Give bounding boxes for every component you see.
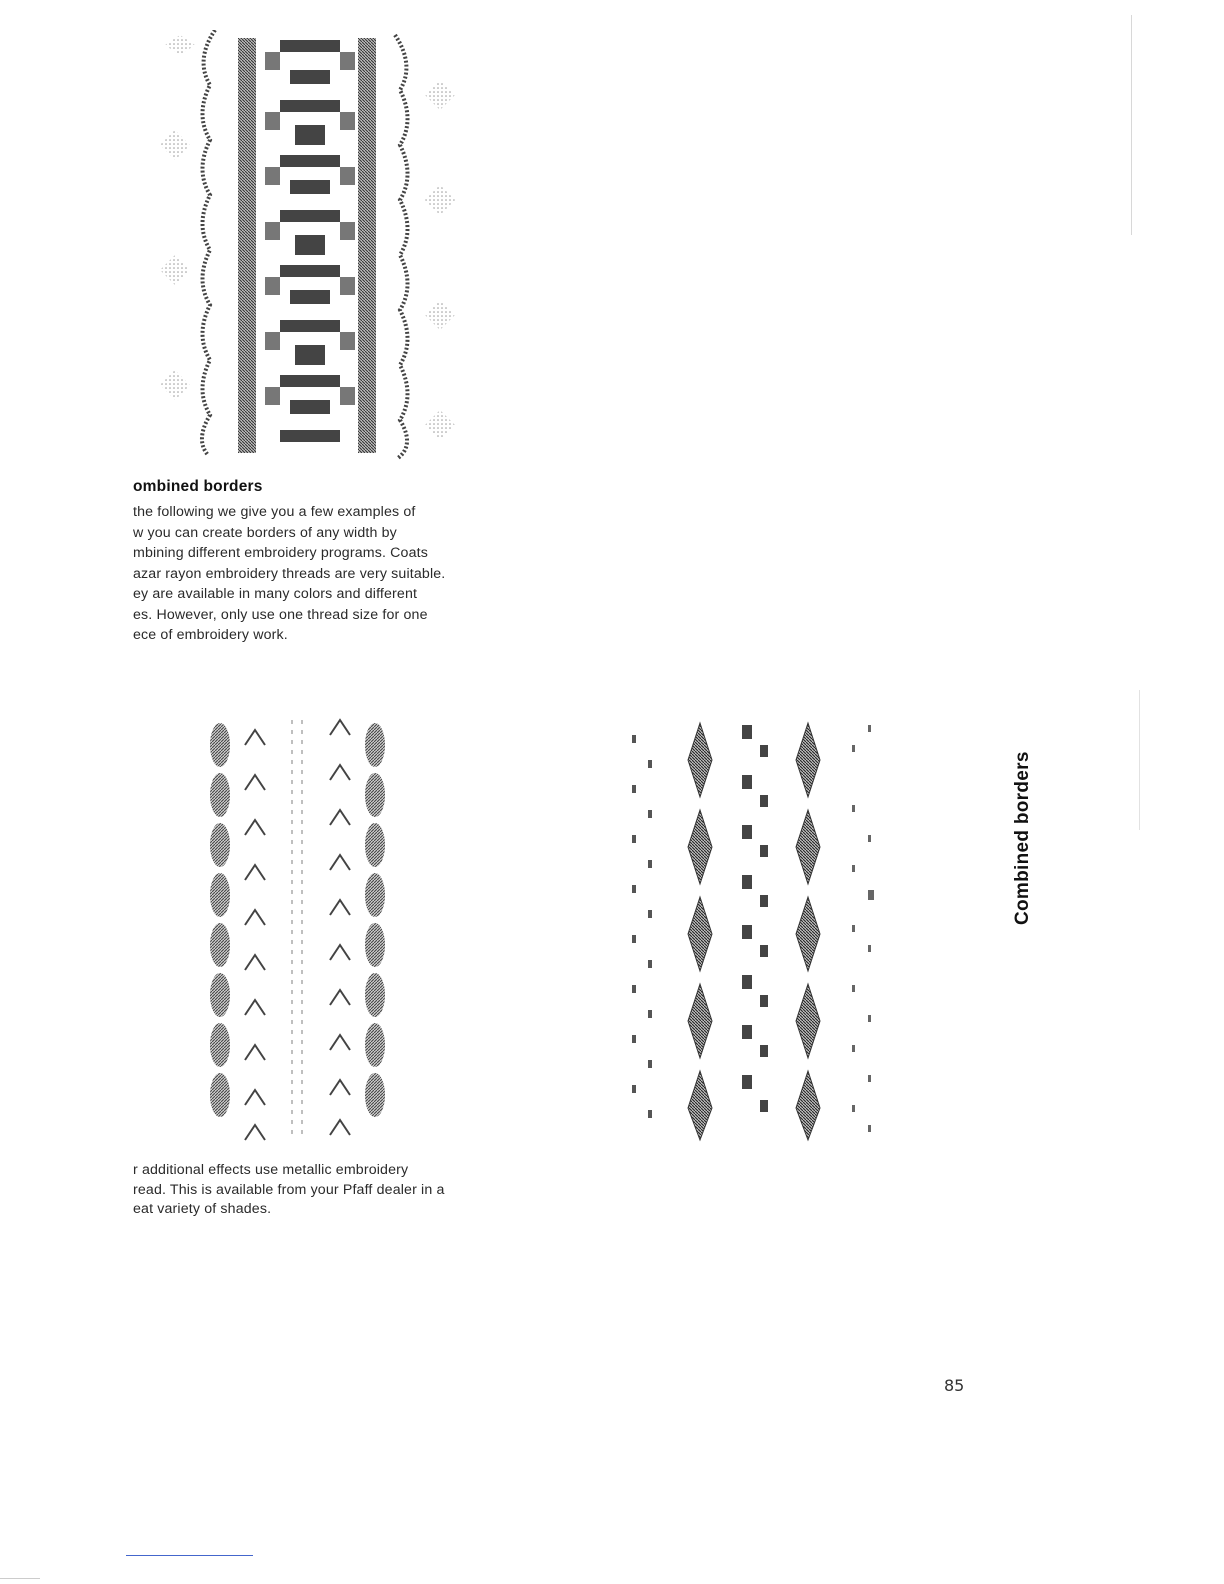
paragraph-line: mbining different embroidery programs. Coats [133,545,428,561]
side-section-title: Combined borders [1012,751,1033,925]
section-heading: ombined borders [133,478,263,495]
note-line: read. This is available from your Pfaff dealer in a [133,1181,445,1198]
footer-rule [0,1578,40,1579]
scan-edge-line [1139,690,1140,830]
embroidery-sample-right [620,715,890,1145]
intro-paragraph [133,502,523,646]
note-line: eat variety of shades. [133,1201,272,1217]
note-line: r additional effects use metallic embroidery [133,1162,409,1178]
embroidery-sample-left [200,715,400,1145]
scan-edge-line [1131,15,1132,235]
paragraph-line: es. However, only use one thread size for one [133,606,428,623]
embroidery-sample-top [140,30,530,460]
paragraph-line: w you can create borders of any width by [133,524,397,541]
footer-rule [126,1555,253,1556]
paragraph-line: ece of embroidery work. [133,627,288,643]
metallic-thread-note [133,1161,513,1220]
paragraph-line: ey are available in many colors and different [133,586,418,602]
page-number: 85 [944,1376,965,1395]
paragraph-line: azar rayon embroidery threads are very suitable. [133,565,446,582]
paragraph-line: the following we give you a few examples of [133,504,416,520]
